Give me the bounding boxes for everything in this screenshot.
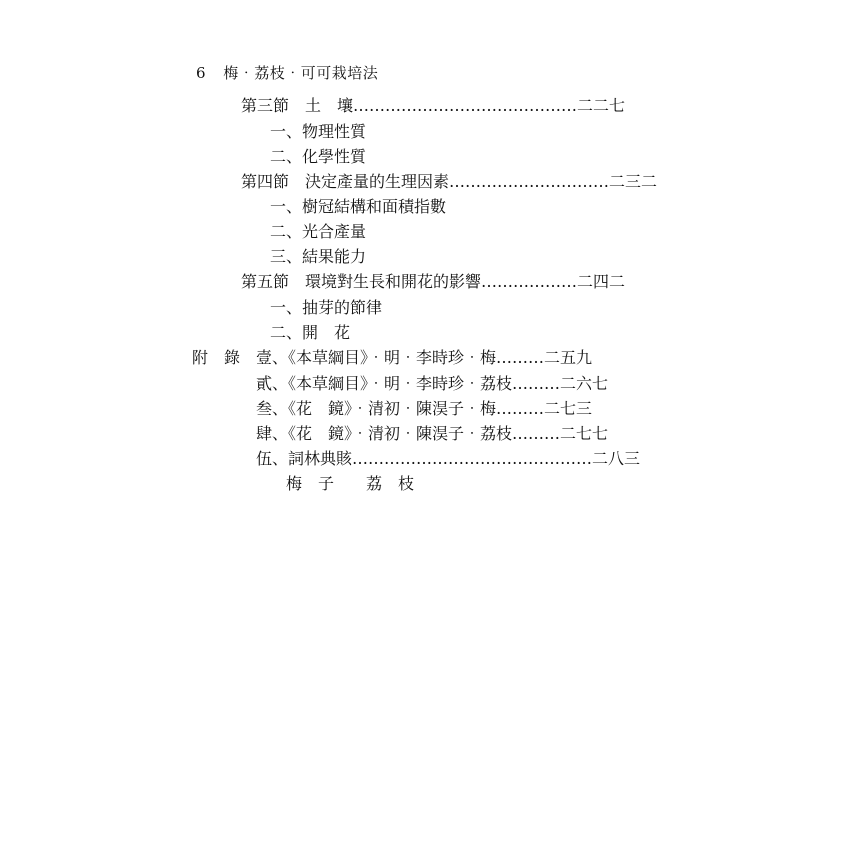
running-title: 梅‧荔枝‧可可栽培法 bbox=[223, 64, 379, 82]
toc-appendix-subentry bbox=[286, 474, 414, 494]
toc-entry-label: 伍、詞林典賅 bbox=[256, 449, 353, 468]
toc-leader-dots: ……… bbox=[496, 348, 545, 367]
toc-leader-dots: ……… bbox=[496, 399, 545, 418]
toc-entry-section-5 bbox=[241, 272, 625, 292]
toc-page-number: 二三二 bbox=[609, 172, 658, 191]
toc-leader-dots: …………………………………… bbox=[353, 96, 578, 115]
toc-subentry bbox=[270, 323, 350, 343]
toc-entry-section-4 bbox=[241, 172, 657, 192]
toc-page-number: 二二七 bbox=[577, 96, 626, 115]
toc-entry-label: 三、結果能力 bbox=[270, 247, 367, 266]
toc-page-number: 二五九 bbox=[544, 348, 593, 367]
toc-leader-dots: ……………………………………… bbox=[352, 449, 593, 468]
toc-appendix-3 bbox=[256, 399, 592, 419]
toc-page-number: 二七七 bbox=[560, 424, 609, 443]
toc-entry-label: 梅 子 荔 枝 bbox=[286, 474, 415, 493]
toc-entry-label: 肆、《花 鏡》‧清初‧陳淏子‧荔枝 bbox=[256, 424, 513, 443]
toc-page-number: 二四二 bbox=[577, 272, 626, 291]
toc-subentry bbox=[270, 122, 366, 142]
toc-page-number: 二七三 bbox=[544, 399, 593, 418]
toc-entry-label: 一、抽芽的節律 bbox=[270, 298, 383, 317]
toc-subentry bbox=[270, 197, 446, 217]
toc-entry-label: 第三節 土 壤 bbox=[241, 96, 354, 115]
toc-page-number: 二六七 bbox=[560, 374, 609, 393]
toc-subentry bbox=[270, 298, 382, 318]
toc-entry-section-3 bbox=[241, 96, 625, 116]
running-header bbox=[196, 62, 378, 83]
toc-entry-label: 貳、《本草綱目》‧明‧李時珍‧荔枝 bbox=[256, 374, 513, 393]
toc-entry-label: 叁、《花 鏡》‧清初‧陳淏子‧梅 bbox=[256, 399, 497, 418]
toc-subentry bbox=[270, 147, 366, 167]
toc-entry-label: 二、化學性質 bbox=[270, 147, 367, 166]
toc-entry-label: 附 錄 壹、《本草綱目》‧明‧李時珍‧梅 bbox=[192, 348, 497, 367]
toc-subentry bbox=[270, 247, 366, 267]
toc-appendix-5 bbox=[256, 449, 640, 469]
toc-entry-label: 第四節 決定產量的生理因素 bbox=[241, 172, 450, 191]
toc-appendix-1 bbox=[192, 348, 592, 368]
toc-subentry bbox=[270, 222, 366, 242]
toc-entry-label: 二、光合產量 bbox=[270, 222, 367, 241]
toc-page-number: 二八三 bbox=[592, 449, 641, 468]
toc-leader-dots: ……………… bbox=[481, 272, 578, 291]
toc-entry-label: 一、樹冠結構和面積指數 bbox=[270, 197, 447, 216]
toc-entry-label: 二、開 花 bbox=[270, 323, 351, 342]
page-number: 6 bbox=[196, 64, 207, 82]
toc-entry-label: 第五節 環境對生長和開花的影響 bbox=[241, 272, 482, 291]
toc-leader-dots: ………………………… bbox=[449, 172, 610, 191]
toc-appendix-2 bbox=[256, 374, 608, 394]
toc-entry-label: 一、物理性質 bbox=[270, 122, 367, 141]
toc-leader-dots: ……… bbox=[512, 374, 561, 393]
toc-leader-dots: ……… bbox=[512, 424, 561, 443]
toc-appendix-4 bbox=[256, 424, 608, 444]
